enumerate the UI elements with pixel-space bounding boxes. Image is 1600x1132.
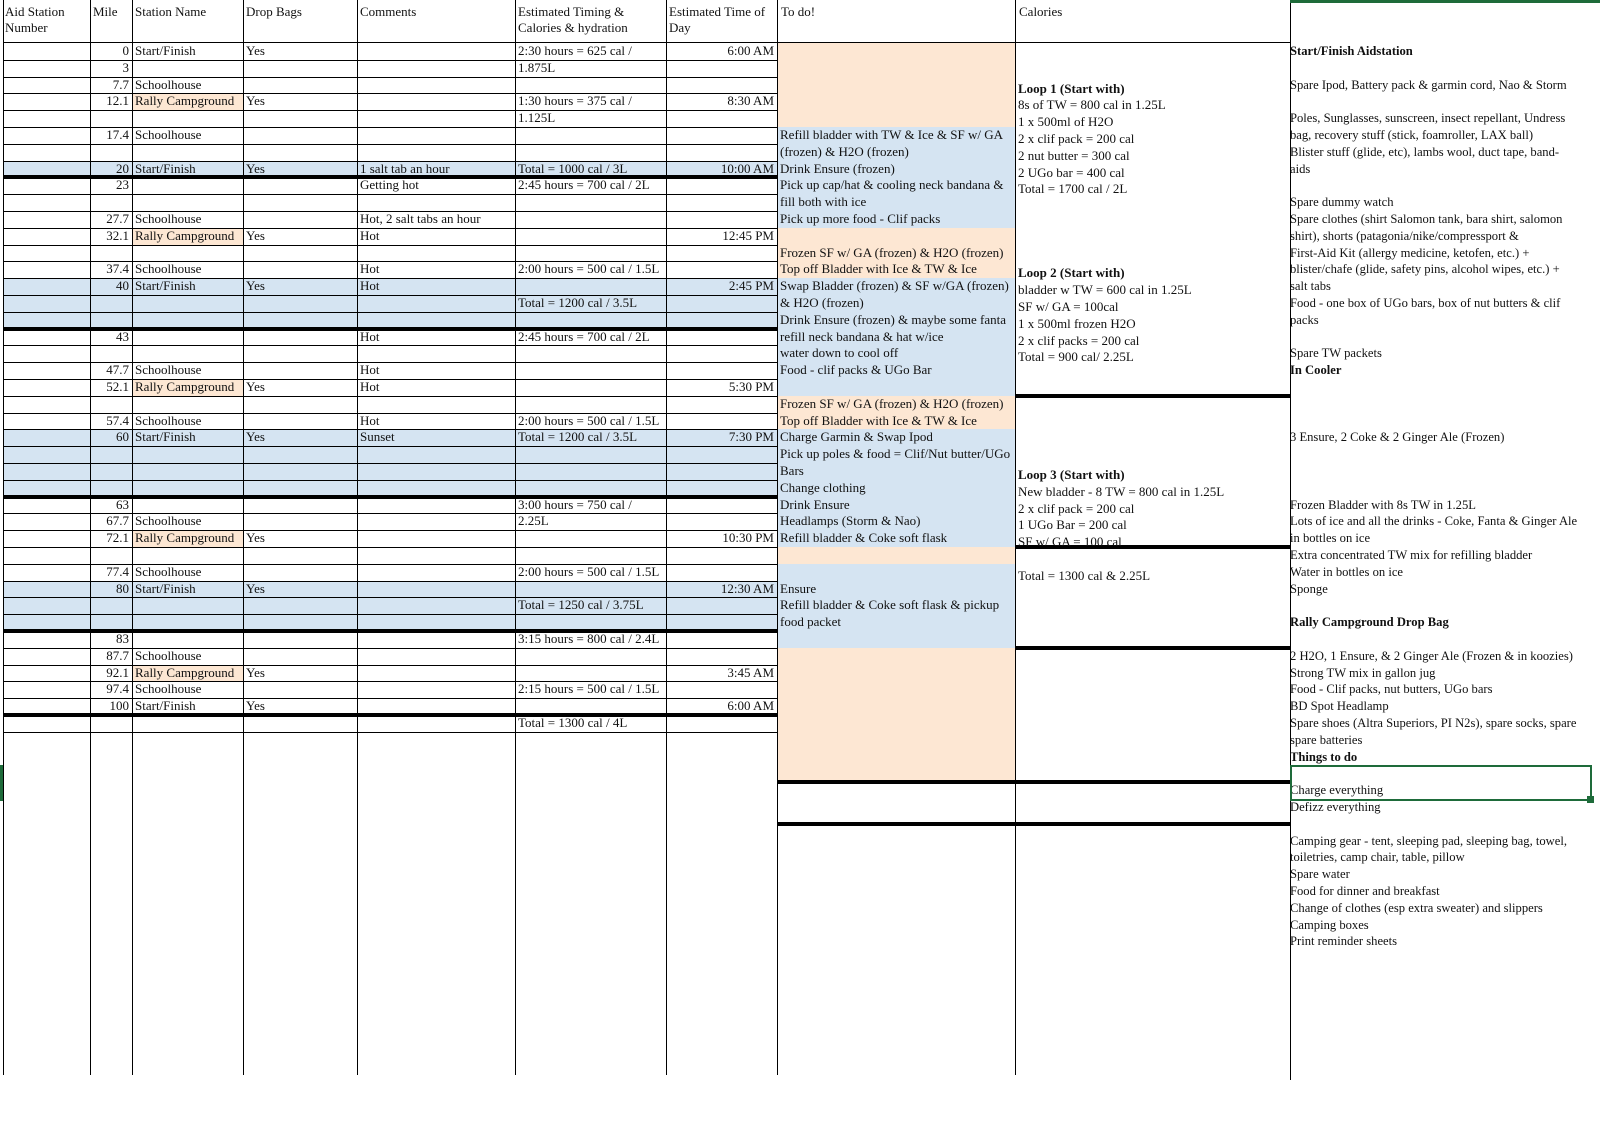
cell-comments[interactable]: Hot, 2 salt tabs an hour: [360, 211, 481, 226]
cell-mile[interactable]: 17.4: [106, 127, 129, 142]
cell-mile[interactable]: 40: [116, 278, 129, 294]
cell-name[interactable]: Schoolhouse: [135, 127, 202, 142]
cell-mile[interactable]: 32.1: [106, 227, 129, 243]
cell-name[interactable]: Start/Finish: [135, 43, 196, 58]
side-note-line: Charge everything: [1290, 783, 1384, 798]
calories-line: 2 UGo bar = 400 cal: [1018, 164, 1125, 180]
cell-name[interactable]: Schoolhouse: [135, 647, 202, 663]
cell-name[interactable]: Start/Finish: [135, 160, 196, 176]
side-note-line: Rally Campground Drop Bag: [1290, 615, 1449, 630]
side-note-line: Blister stuff (glide, etc), lambs wool, duct tape, band-: [1290, 144, 1560, 159]
cell-comments[interactable]: Getting hot: [360, 177, 419, 193]
side-note-line: Start/Finish Aidstation: [1290, 44, 1413, 58]
side-note-line: Camping gear - tent, sleeping pad, sleeping bag, towel,: [1290, 833, 1567, 848]
side-note-line: Extra concentrated TW mix for refilling bladder: [1290, 548, 1533, 562]
cell-name[interactable]: Start/Finish: [135, 278, 196, 294]
cell-tod[interactable]: 10:30 PM: [722, 530, 774, 546]
side-note-line: bag, recovery stuff (stick, foamroller, LAX ball): [1290, 128, 1534, 142]
cell-name[interactable]: Schoolhouse: [135, 362, 202, 378]
cell-mile[interactable]: 43: [116, 328, 129, 344]
calories-line: 1 x 500ml of H2O: [1018, 114, 1114, 130]
cell-name[interactable]: Schoolhouse: [135, 563, 202, 579]
cell-todo[interactable]: Bars: [780, 463, 804, 478]
side-note-line: salt tabs: [1290, 279, 1331, 294]
cell-todo[interactable]: Frozen SF w/ GA (frozen) & H2O (frozen): [780, 395, 1004, 411]
calories-line: Total = 1700 cal / 2L: [1018, 181, 1128, 197]
table-row: [0, 698, 1290, 715]
table-row: [0, 631, 1290, 648]
cell-todo[interactable]: Pick up cap/hat & cooling neck bandana &: [780, 177, 1004, 193]
calories-line: 2 nut butter = 300 cal: [1018, 147, 1130, 163]
side-note-line: Spare TW packets: [1290, 346, 1382, 361]
side-note-line: Lots of ice and all the drinks - Coke, Fanta & Ginger Ale: [1290, 514, 1578, 529]
cell-timing[interactable]: Total = 1000 cal / 3L: [518, 160, 628, 176]
side-note-line: In Cooler: [1290, 363, 1342, 378]
cell-name[interactable]: Rally Campground: [135, 379, 235, 394]
side-note-line: in bottles on ice: [1290, 531, 1371, 546]
cell-todo[interactable]: Food - clif packs & UGo Bar: [780, 362, 932, 378]
cell-tod[interactable]: 12:45 PM: [722, 227, 774, 243]
calories-line: Loop 1 (Start with): [1018, 80, 1125, 96]
cell-mile[interactable]: 57.4: [106, 412, 129, 428]
cell-bags[interactable]: Yes: [246, 530, 265, 546]
cell-bags[interactable]: Yes: [246, 664, 265, 680]
cell-bags[interactable]: Yes: [246, 379, 265, 394]
table-row: [0, 597, 1290, 614]
calories-line: Total = 900 cal/ 2.25L: [1018, 349, 1134, 365]
cell-timing[interactable]: 1.875L: [518, 59, 556, 75]
cell-name[interactable]: Rally Campground: [135, 227, 235, 243]
cell-tod[interactable]: 3:45 AM: [727, 664, 774, 680]
cell-mile[interactable]: 87.7: [106, 647, 129, 663]
side-note-line: Spare shoes (Altra Superiors, PI N2s), spare socks, spare: [1290, 716, 1577, 730]
calories-line: 2 x clif pack = 200 cal: [1018, 131, 1135, 146]
cell-name[interactable]: Schoolhouse: [135, 211, 202, 226]
section-border: [777, 780, 1290, 784]
cell-mile[interactable]: 60: [116, 429, 129, 445]
cell-comments[interactable]: Hot: [360, 328, 380, 344]
bottom-border: [777, 822, 1290, 826]
cell-name[interactable]: Schoolhouse: [135, 681, 202, 697]
side-note-line: Spare Ipod, Battery pack & garmin cord, Nao & Storm: [1290, 77, 1567, 92]
cell-timing[interactable]: Total = 1200 cal / 3.5L: [518, 429, 638, 445]
cell-tod[interactable]: 7:30 PM: [728, 429, 774, 445]
cell-mile[interactable]: 92.1: [106, 664, 129, 680]
calories-line: SF w/ GA = 100 cal: [1018, 534, 1122, 550]
cell-tod[interactable]: 6:00 AM: [727, 698, 774, 714]
header-station-name[interactable]: Station Name: [135, 4, 207, 19]
table-row: [0, 648, 1290, 665]
side-note-line: Camping boxes: [1290, 917, 1369, 932]
cell-mile[interactable]: 20: [116, 160, 129, 176]
side-note-line: Poles, Sunglasses, sunscreen, insect repellant, Undress: [1290, 111, 1566, 126]
cell-name[interactable]: Schoolhouse: [135, 261, 202, 277]
cell-comments[interactable]: Hot: [360, 379, 380, 394]
table-row: [0, 43, 1290, 60]
table-row: [0, 245, 1290, 262]
side-note-line: Sponge: [1290, 581, 1328, 596]
cell-timing[interactable]: 1.125L: [518, 110, 556, 126]
cell-timing[interactable]: 3:00 hours = 750 cal /: [518, 496, 632, 512]
table-row: [0, 429, 1290, 446]
row-border: [3, 732, 777, 733]
header-time-of-day[interactable]: Estimated Time of Day: [669, 4, 766, 35]
side-note-line: First-Aid Kit (allergy medicine, ketofen, etc.) +: [1290, 245, 1530, 260]
cell-todo[interactable]: fill both with ice: [780, 194, 867, 210]
side-note-line: Water in bottles on ice: [1290, 564, 1403, 579]
cell-mile[interactable]: 47.7: [106, 362, 129, 378]
header-todo[interactable]: To do!: [781, 4, 816, 19]
side-note-line: Change of clothes (esp extra sweater) and slippers: [1290, 900, 1543, 915]
cell-todo[interactable]: Refill bladder & Coke soft flask: [780, 530, 948, 546]
cell-mile[interactable]: 37.4: [106, 261, 129, 277]
cell-mile[interactable]: 12.1: [106, 93, 129, 109]
side-note-line: Frozen Bladder with 8s TW in 1.25L: [1290, 497, 1476, 512]
cell-timing[interactable]: 2:00 hours = 500 cal / 1.5L: [518, 412, 660, 428]
table-row: [0, 446, 1290, 463]
cell-timing[interactable]: 2.25L: [518, 513, 549, 529]
cell-name[interactable]: Start/Finish: [135, 580, 196, 596]
header-calories[interactable]: Calories: [1019, 4, 1063, 19]
cell-mile[interactable]: 72.1: [106, 530, 129, 546]
header-timing[interactable]: Estimated Timing & Calories & hydration: [518, 4, 628, 35]
cell-timing[interactable]: 2:15 hours = 500 cal / 1.5L: [518, 681, 660, 697]
cell-bags[interactable]: Yes: [246, 698, 265, 714]
table-row: [0, 60, 1290, 77]
cell-name[interactable]: Rally Campground: [135, 664, 235, 680]
cell-tod[interactable]: 2:45 PM: [728, 278, 774, 294]
cell-name[interactable]: Rally Campground: [135, 93, 235, 109]
side-note-line: Strong TW mix in gallon jug: [1290, 665, 1436, 680]
side-note-line: packs: [1290, 312, 1319, 327]
side-note-line: Things to do: [1290, 749, 1358, 764]
cell-timing[interactable]: Total = 1300 cal / 4L: [518, 715, 628, 730]
cell-mile[interactable]: 77.4: [106, 563, 129, 579]
cell-comments[interactable]: Hot: [360, 227, 380, 243]
side-note-line: Spare water: [1290, 867, 1350, 882]
cell-timing[interactable]: 2:00 hours = 500 cal / 1.5L: [518, 563, 660, 579]
cell-mile[interactable]: 52.1: [106, 379, 129, 394]
cell-tod[interactable]: 6:00 AM: [727, 43, 774, 58]
cell-bags[interactable]: Yes: [246, 43, 265, 58]
cell-timing[interactable]: 3:15 hours = 800 cal / 2.4L: [518, 631, 660, 646]
side-note-line: Food - Clif packs, nut butters, UGo bars: [1290, 682, 1493, 697]
cell-todo[interactable]: Refill bladder with TW & Ice & SF w/ GA: [780, 127, 1004, 142]
cell-mile[interactable]: 3: [122, 59, 129, 75]
table-row: [0, 228, 1290, 245]
table-row: [0, 396, 1290, 413]
side-note-line: toiletries, camp chair, table, pillow: [1290, 850, 1465, 865]
cell-bags[interactable]: Yes: [246, 227, 265, 243]
calories-line: 1 UGo Bar = 200 cal: [1018, 517, 1127, 533]
side-note-line: BD Spot Headlamp: [1290, 699, 1389, 714]
cell-timing[interactable]: 2:30 hours = 625 cal /: [518, 43, 632, 58]
calories-line: Total = 1300 cal & 2.25L: [1018, 567, 1151, 583]
calories-line: Loop 3 (Start with): [1018, 467, 1125, 482]
cell-todo[interactable]: Pick up more food - Clif packs: [780, 211, 941, 226]
cell-timing[interactable]: 2:45 hours = 700 cal / 2L: [518, 328, 650, 344]
cell-comments[interactable]: 1 salt tab an hour: [360, 160, 450, 176]
side-note-line: Spare clothes (shirt Salomon tank, bara shirt, salomon: [1290, 212, 1563, 226]
cell-comments[interactable]: Sunset: [360, 429, 395, 445]
cell-name[interactable]: Schoolhouse: [135, 412, 202, 428]
cell-name[interactable]: Schoolhouse: [135, 513, 202, 529]
cell-comments[interactable]: Hot: [360, 362, 380, 378]
side-note-line: spare batteries: [1290, 732, 1363, 747]
cell-todo[interactable]: Change clothing: [780, 479, 866, 495]
cell-mile[interactable]: 97.4: [106, 681, 129, 697]
cell-tod[interactable]: 10:00 AM: [720, 160, 774, 176]
cell-name[interactable]: Schoolhouse: [135, 76, 202, 92]
selection-top-edge: [1290, 0, 1600, 3]
table-row: [0, 715, 1290, 732]
calories-line: 2 x clif pack = 200 cal: [1018, 500, 1135, 516]
cell-timing[interactable]: 2:00 hours = 500 cal / 1.5L: [518, 261, 660, 277]
cell-mile[interactable]: 67.7: [106, 513, 129, 529]
cell-mile[interactable]: 7.7: [112, 76, 129, 92]
fill-handle[interactable]: [1587, 796, 1594, 803]
side-note-line: Spare dummy watch: [1290, 195, 1394, 210]
cell-todo[interactable]: Frozen SF w/ GA (frozen) & H2O (frozen): [780, 244, 1004, 260]
cell-timing[interactable]: Total = 1200 cal / 3.5L: [518, 295, 638, 310]
cell-todo[interactable]: Drink Ensure: [780, 496, 850, 512]
header-drop-bags[interactable]: Drop Bags: [246, 4, 302, 19]
side-note-line: 3 Ensure, 2 Coke & 2 Ginger Ale (Frozen): [1290, 430, 1505, 445]
cell-mile[interactable]: 80: [116, 580, 129, 596]
cell-mile[interactable]: 23: [116, 177, 129, 193]
calories-line: bladder w TW = 600 cal in 1.25L: [1018, 282, 1192, 298]
cell-tod[interactable]: 12:30 AM: [720, 580, 774, 596]
cell-mile[interactable]: 0: [122, 43, 129, 58]
cell-comments[interactable]: Hot: [360, 278, 380, 294]
selected-cell[interactable]: [1290, 765, 1592, 801]
header-aid-station[interactable]: Aid Station Number: [5, 4, 65, 35]
cell-todo[interactable]: Ensure: [780, 580, 817, 596]
table-row: [0, 614, 1290, 631]
cell-tod[interactable]: 5:30 PM: [728, 379, 774, 394]
cell-todo[interactable]: (frozen) & H2O (frozen): [780, 143, 909, 159]
side-note-line: aids: [1290, 161, 1311, 176]
calories-line: Loop 2 (Start with): [1018, 265, 1125, 281]
table-row: [0, 211, 1290, 228]
cell-mile[interactable]: 100: [109, 698, 129, 714]
cell-todo[interactable]: refill neck bandana & hat w/ice: [780, 328, 944, 344]
cell-timing[interactable]: Total = 1250 cal / 3.75L: [518, 597, 644, 613]
cell-todo[interactable]: Refill bladder & Coke soft flask & pickup: [780, 597, 1000, 613]
cell-todo[interactable]: Charge Garmin & Swap Ipod: [780, 429, 933, 445]
cell-mile[interactable]: 83: [116, 631, 129, 646]
cell-timing[interactable]: 2:45 hours = 700 cal / 2L: [518, 177, 650, 193]
cell-todo[interactable]: Top off Bladder with Ice & TW & Ice: [780, 412, 977, 428]
cell-bags[interactable]: Yes: [246, 278, 265, 294]
cell-todo[interactable]: Pick up poles & food = Clif/Nut butter/UGo: [780, 446, 1011, 462]
cell-todo[interactable]: Swap Bladder (frozen) & SF w/GA (frozen): [780, 278, 1009, 294]
table-row: [0, 681, 1290, 698]
table-row: [0, 413, 1290, 430]
cell-todo[interactable]: Headlamps (Storm & Nao): [780, 513, 921, 529]
cell-name[interactable]: Rally Campground: [135, 530, 235, 546]
cell-todo[interactable]: Drink Ensure (frozen): [780, 160, 895, 176]
cell-name[interactable]: Start/Finish: [135, 429, 196, 445]
cell-todo[interactable]: Top off Bladder with Ice & TW & Ice: [780, 261, 977, 277]
cell-todo[interactable]: water down to cool off: [780, 345, 899, 361]
cell-todo[interactable]: food packet: [780, 614, 842, 630]
cell-mile[interactable]: 27.7: [106, 211, 129, 226]
cell-mile[interactable]: 63: [116, 496, 129, 512]
cell-comments[interactable]: Hot: [360, 412, 380, 428]
cell-tod[interactable]: 8:30 AM: [727, 93, 774, 109]
cell-bags[interactable]: Yes: [246, 160, 265, 176]
cell-timing[interactable]: 1:30 hours = 375 cal /: [518, 93, 632, 109]
cell-bags[interactable]: Yes: [246, 580, 265, 596]
side-note-line: Food - one box of UGo bars, box of nut butters & clif: [1290, 296, 1561, 310]
calories-line: SF w/ GA = 100cal: [1018, 299, 1119, 314]
calories-line: 8s of TW = 800 cal in 1.25L: [1018, 97, 1166, 113]
header-mile[interactable]: Mile: [93, 4, 118, 19]
cell-todo[interactable]: & H2O (frozen): [780, 295, 864, 310]
side-note-line: Print reminder sheets: [1290, 934, 1398, 949]
calories-line: New bladder - 8 TW = 800 cal in 1.25L: [1018, 483, 1225, 499]
side-note-line: Food for dinner and breakfast: [1290, 884, 1440, 898]
cell-bags[interactable]: Yes: [246, 93, 265, 109]
calories-line: 1 x 500ml frozen H2O: [1018, 315, 1136, 331]
calories-line: 2 x clif packs = 200 cal: [1018, 332, 1140, 348]
cell-name[interactable]: Start/Finish: [135, 698, 196, 714]
side-note-line: blister/chafe (glide, safety pins, alcohol wipes, etc.) +: [1290, 262, 1560, 277]
cell-bags[interactable]: Yes: [246, 429, 265, 445]
header-comments[interactable]: Comments: [360, 4, 417, 19]
cell-todo[interactable]: Drink Ensure (frozen) & maybe some fanta: [780, 311, 1006, 327]
side-note-line: 2 H2O, 1 Ensure, & 2 Ginger Ale (Frozen & in koozies): [1290, 648, 1573, 663]
row-selection-marker: [0, 765, 3, 801]
cell-comments[interactable]: Hot: [360, 261, 380, 277]
table-row: [0, 379, 1290, 396]
side-note-line: shirt), shorts (patagonia/nike/compressport &: [1290, 228, 1519, 243]
side-note-line: Defizz everything: [1290, 800, 1381, 814]
table-row: [0, 665, 1290, 682]
